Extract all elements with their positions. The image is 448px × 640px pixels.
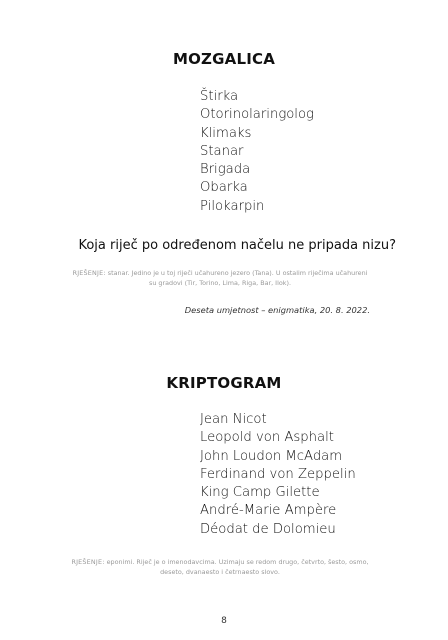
solution-text: stanar. Jedino je u toj riječi učahureno jezero (Tana). U ostalim riječima učahureni su gradovi (Tir, Torino, Lima, Riga, Bar, Ilok). (107, 269, 368, 287)
list-item: Brigada (200, 162, 251, 178)
list-item: Ferdinand von Zeppelin (200, 466, 356, 482)
mozgalica-question: Koja riječ po određenom načelu ne pripada nizu? (78, 238, 396, 253)
list-item: Obarka (200, 180, 248, 196)
page-number: 8 (221, 616, 227, 626)
mozgalica-heading: MOZGALICA (172, 50, 276, 68)
list-item: Štirka (200, 89, 239, 104)
solution-text: eponimi. Riječ je o imenodavcima. Uzimaju se redom drugo, četvrto, šesto, osmo, deseto, dvanaesto i četrnaesto slovo. (106, 558, 369, 576)
list-item: André-Marie Ampère (200, 503, 337, 519)
kriptogram-heading: KRIPTOGRAM (166, 374, 282, 392)
kriptogram-solution (70, 557, 370, 577)
list-item: Pilokarpin (200, 198, 265, 214)
list-item: John Loudon McAdam (200, 448, 343, 464)
list-item: Otorinolaringolog (200, 107, 314, 123)
list-item: Jean Nicot (200, 412, 267, 427)
list-item: Klimaks (200, 125, 252, 141)
kriptogram-name-list (200, 411, 356, 539)
solution-label: RJEŠENJE: (71, 558, 105, 566)
solution-label: RJEŠENJE: (72, 269, 106, 277)
list-item: Déodat de Dolomieu (200, 521, 336, 537)
mozgalica-word-list (200, 88, 314, 216)
list-item: King Camp Gilette (200, 485, 320, 501)
list-item: Stanar (200, 143, 244, 159)
list-item: Leopold von Asphalt (200, 430, 334, 446)
mozgalica-solution (70, 268, 370, 288)
source-credit: Deseta umjetnost – enigmatika, 20. 8. 2022. (184, 305, 370, 315)
